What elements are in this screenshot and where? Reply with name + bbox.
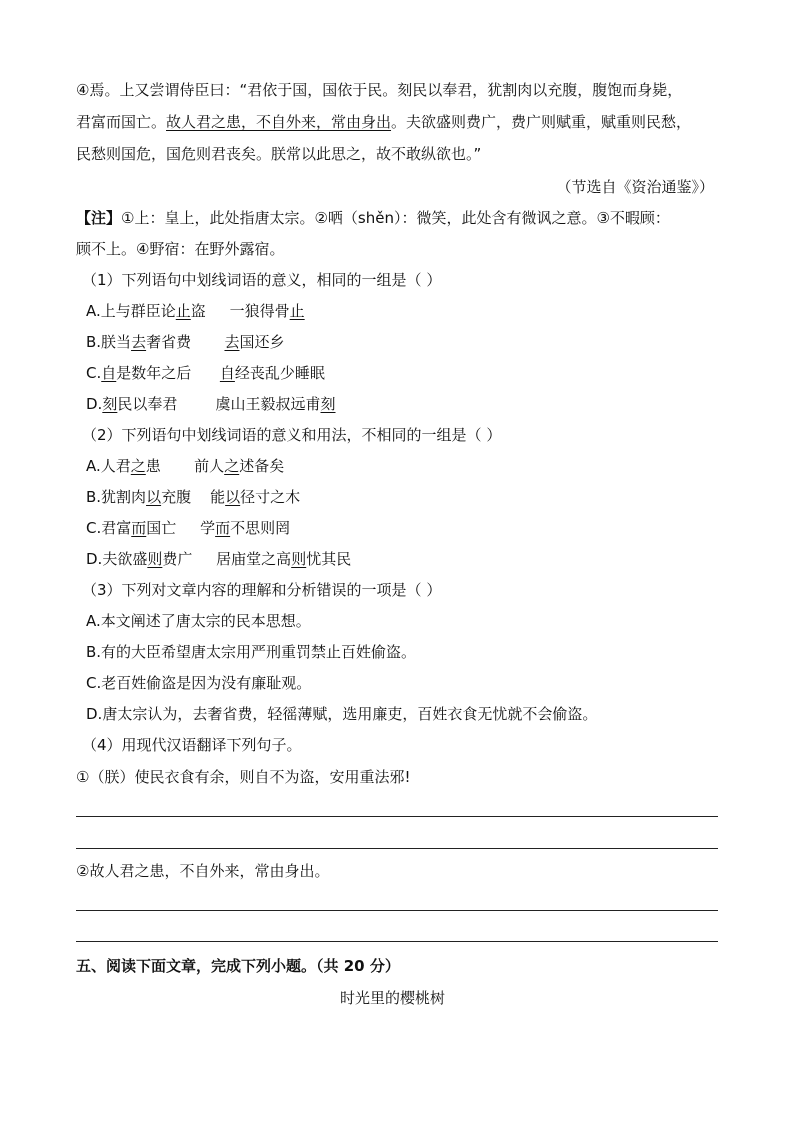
notes-line-2: 顾不上。④野宿：在野外露宿。 (76, 240, 285, 258)
q1-option-d[interactable] (86, 394, 336, 414)
passage-line-2 (76, 112, 691, 132)
q2-b-prefix: B.犹割肉 (86, 488, 147, 506)
q1-stem: （1）下列语句中划线词语的意义，相同的一组是（ ） (82, 271, 442, 289)
notes-line-1 (76, 208, 670, 228)
q1-a-underline-2: 止 (289, 302, 305, 320)
q2-d-suffix: 忧其民 (306, 550, 352, 568)
passage-source: （节选自《资治通鉴》） (556, 178, 714, 196)
q2-c-underline-1: 而 (131, 519, 147, 537)
answer-line-4[interactable] (76, 941, 718, 942)
q1-c-suffix: 经丧乱少睡眠 (234, 364, 325, 382)
q2-c-middle: 国亡 学 (146, 519, 216, 537)
q1-b-underline-2: 去 (224, 333, 240, 351)
q2-c-suffix: 不思则罔 (230, 519, 291, 537)
passage-line-3: 民愁则国危，国危则君丧矣。朕常以此思之，故不敢纵欲也。” (76, 145, 482, 163)
answer-line-2[interactable] (76, 848, 718, 849)
q2-a-prefix: A.人君 (86, 457, 131, 475)
q2-option-b[interactable] (86, 487, 300, 507)
q2-d-prefix: D.夫欲盛 (86, 550, 148, 568)
article-title: 时光里的樱桃树 (340, 989, 446, 1007)
q1-a-middle: 盗 一狼得骨 (190, 302, 290, 320)
q3-option-a[interactable]: A.本文阐述了唐太宗的民本思想。 (86, 612, 311, 630)
passage-line-2-post: 。夫欲盛则费广，费广则赋重，赋重则民愁， (391, 113, 692, 131)
q2-d-underline-1: 则 (147, 550, 163, 568)
q1-b-underline-1: 去 (131, 333, 147, 351)
q4-sentence-2: ②故人君之患，不自外来，常由身出。 (76, 862, 330, 880)
q1-option-a[interactable] (86, 301, 305, 321)
q2-d-middle: 费广 居庙堂之高 (162, 550, 292, 568)
q2-d-underline-2: 则 (291, 550, 307, 568)
q2-a-middle: 患 前人 (145, 457, 225, 475)
section-5-heading: 五、阅读下面文章，完成下列小题。（共 20 分） (76, 957, 400, 975)
q1-d-underline-1: 刻 (102, 395, 118, 413)
q1-option-b[interactable] (86, 332, 285, 352)
q1-c-underline-2: 自 (219, 364, 235, 382)
q4-stem: （4）用现代汉语翻译下列句子。 (82, 736, 302, 754)
q2-option-a[interactable] (86, 456, 284, 476)
notes-text-1: ①上：皇上，此处指唐太宗。②哂（shěn）：微笑，此处含有微讽之意。③不暇顾： (121, 209, 670, 227)
q3-option-b[interactable]: B.有的大臣希望唐太宗用严刑重罚禁止百姓偷盗。 (86, 643, 417, 661)
q2-c-underline-2: 而 (215, 519, 231, 537)
q2-stem: （2）下列语句中划线词语的意义和用法，不相同的一组是（ ） (82, 426, 502, 444)
q1-a-underline-1: 止 (175, 302, 191, 320)
answer-line-3[interactable] (76, 910, 718, 911)
q2-b-underline-2: 以 (225, 488, 241, 506)
q1-d-prefix: D. (86, 395, 103, 413)
q2-a-suffix: 述备矣 (239, 457, 285, 475)
passage-underlined-sentence: 故人君之患，不自外来，常由身出 (166, 113, 392, 131)
q1-d-middle: 民以奉君 虞山王毅叔远甫 (117, 395, 321, 413)
q2-b-underline-1: 以 (146, 488, 162, 506)
q2-a-underline-1: 之 (130, 457, 146, 475)
q1-d-underline-2: 刻 (320, 395, 336, 413)
q4-sentence-1: ①（朕）使民衣食有余，则自不为盗，安用重法邪! (76, 768, 411, 786)
passage-line-2-pre: 君富而国亡。 (76, 113, 167, 131)
q3-option-c[interactable]: C.老百姓偷盗是因为没有廉耻观。 (86, 674, 312, 692)
q1-b-suffix: 国还乡 (239, 333, 285, 351)
q1-b-middle: 奢省费 (146, 333, 225, 351)
notes-label: 【注】 (76, 209, 122, 227)
q1-c-middle: 是数年之后 (116, 364, 220, 382)
q1-c-underline-1: 自 (101, 364, 117, 382)
q1-a-prefix: A.上与群臣论 (86, 302, 176, 320)
q1-c-prefix: C. (86, 364, 102, 382)
q2-option-d[interactable] (86, 549, 351, 569)
q2-a-underline-2: 之 (224, 457, 240, 475)
q1-option-c[interactable] (86, 363, 325, 383)
q2-b-suffix: 径寸之木 (240, 488, 301, 506)
q3-stem: （3）下列对文章内容的理解和分析错误的一项是（ ） (82, 581, 442, 599)
q2-option-c[interactable] (86, 518, 290, 538)
q1-b-prefix: B.朕当 (86, 333, 132, 351)
q2-c-prefix: C.君富 (86, 519, 132, 537)
q3-option-d[interactable]: D.唐太宗认为，去奢省费，轻徭薄赋，选用廉吏，百姓衣食无忧就不会偷盗。 (86, 705, 598, 723)
answer-line-1[interactable] (76, 816, 718, 817)
q2-b-middle: 充腹 能 (161, 488, 226, 506)
passage-line-1: ④焉。上又尝谓侍臣曰：“君依于国，国依于民。刻民以奉君，犹割肉以充腹，腹饱而身毙， (76, 81, 683, 99)
